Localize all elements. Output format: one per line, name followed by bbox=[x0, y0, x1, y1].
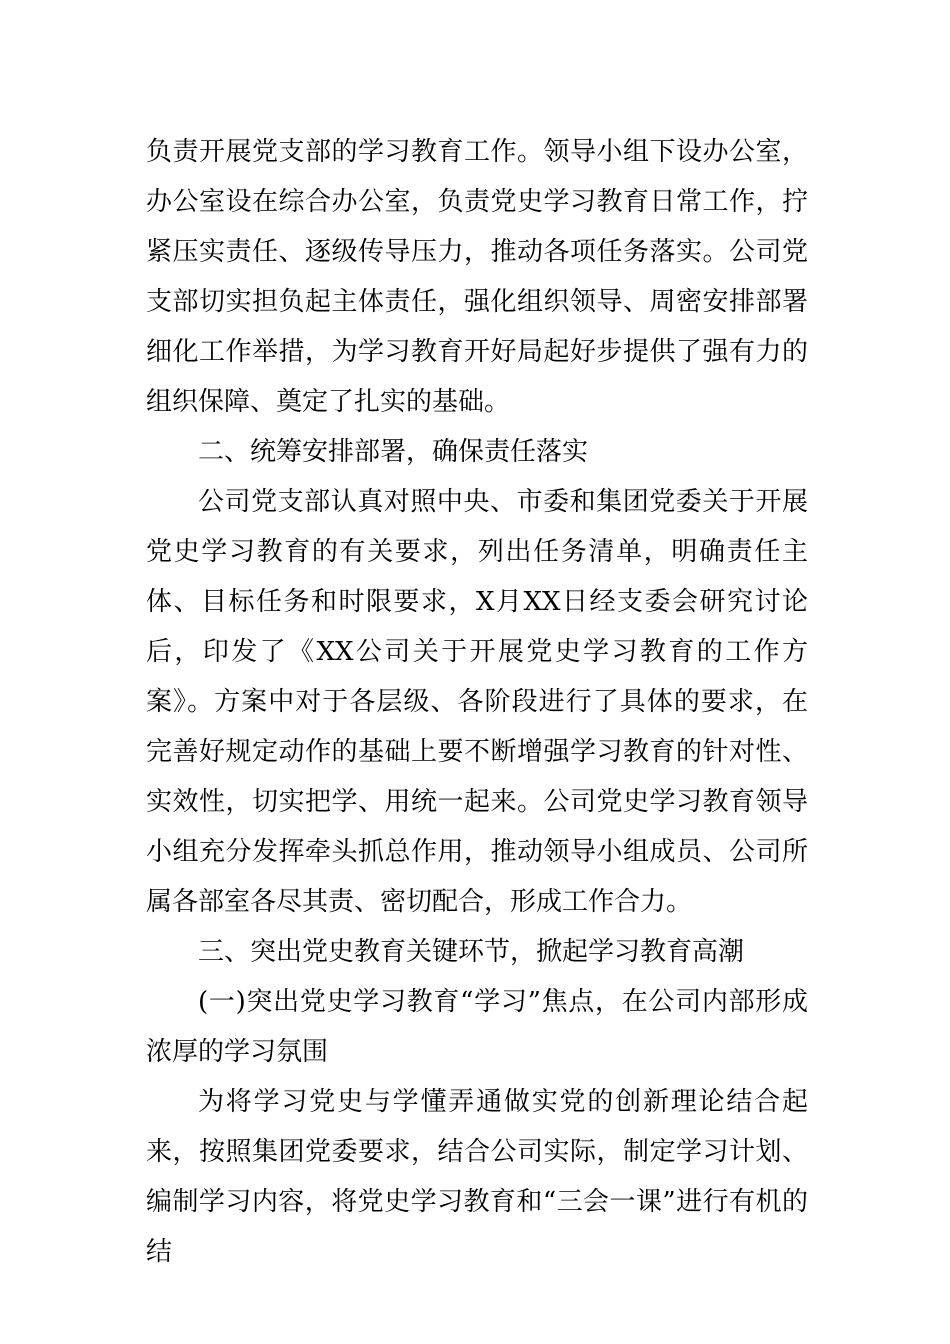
body-paragraph: 为将学习党史与学懂弄通做实党的创新理论结合起来，按照集团党委要求，结合公司实际，制定学习计划、编制学习内容，将党史学习教育和“三会一课”进行有机的结 bbox=[146, 1087, 808, 1267]
body-paragraph: 公司党支部认真对照中央、市委和集团党委关于开展党史学习教育的有关要求，列出任务清单，明确责任主体、目标任务和时限要求，X月XX日经支委会研究讨论后，印发了《XX公司关于开展党史学习教育的工作方案》。方案中对于各层级、各阶段进行了具体的要求，在完善好规定动作的基础上要不断增强学习教育的针对性、实效性，切实把学、用统一起来。公司党史学习教育领导小组充分发挥牵头抓总作用，推动领导小组成员、公司所属各部室各尽其责、密切配合，形成工作合力。 bbox=[146, 487, 808, 917]
section-heading-2: 二、统筹安排部署，确保责任落实 bbox=[198, 437, 589, 467]
subsection-heading-1: (一)突出党史学习教育“学习”焦点，在公司内部形成浓厚的学习氛围 bbox=[146, 987, 808, 1067]
document-body bbox=[146, 127, 808, 1277]
body-paragraph-continued: 负责开展党支部的学习教育工作。领导小组下设办公室，办公室设在综合办公室，负责党史学习教育日常工作，拧紧压实责任、逐级传导压力，推动各项任务落实。公司党支部切实担负起主体责任，强化组织领导、周密安排部署细化工作举措，为学习教育开好局起好步提供了强有力的组织保障、奠定了扎实的基础。 bbox=[146, 137, 808, 417]
section-heading-3: 三、突出党史教育关键环节，掀起学习教育高潮 bbox=[198, 937, 745, 967]
